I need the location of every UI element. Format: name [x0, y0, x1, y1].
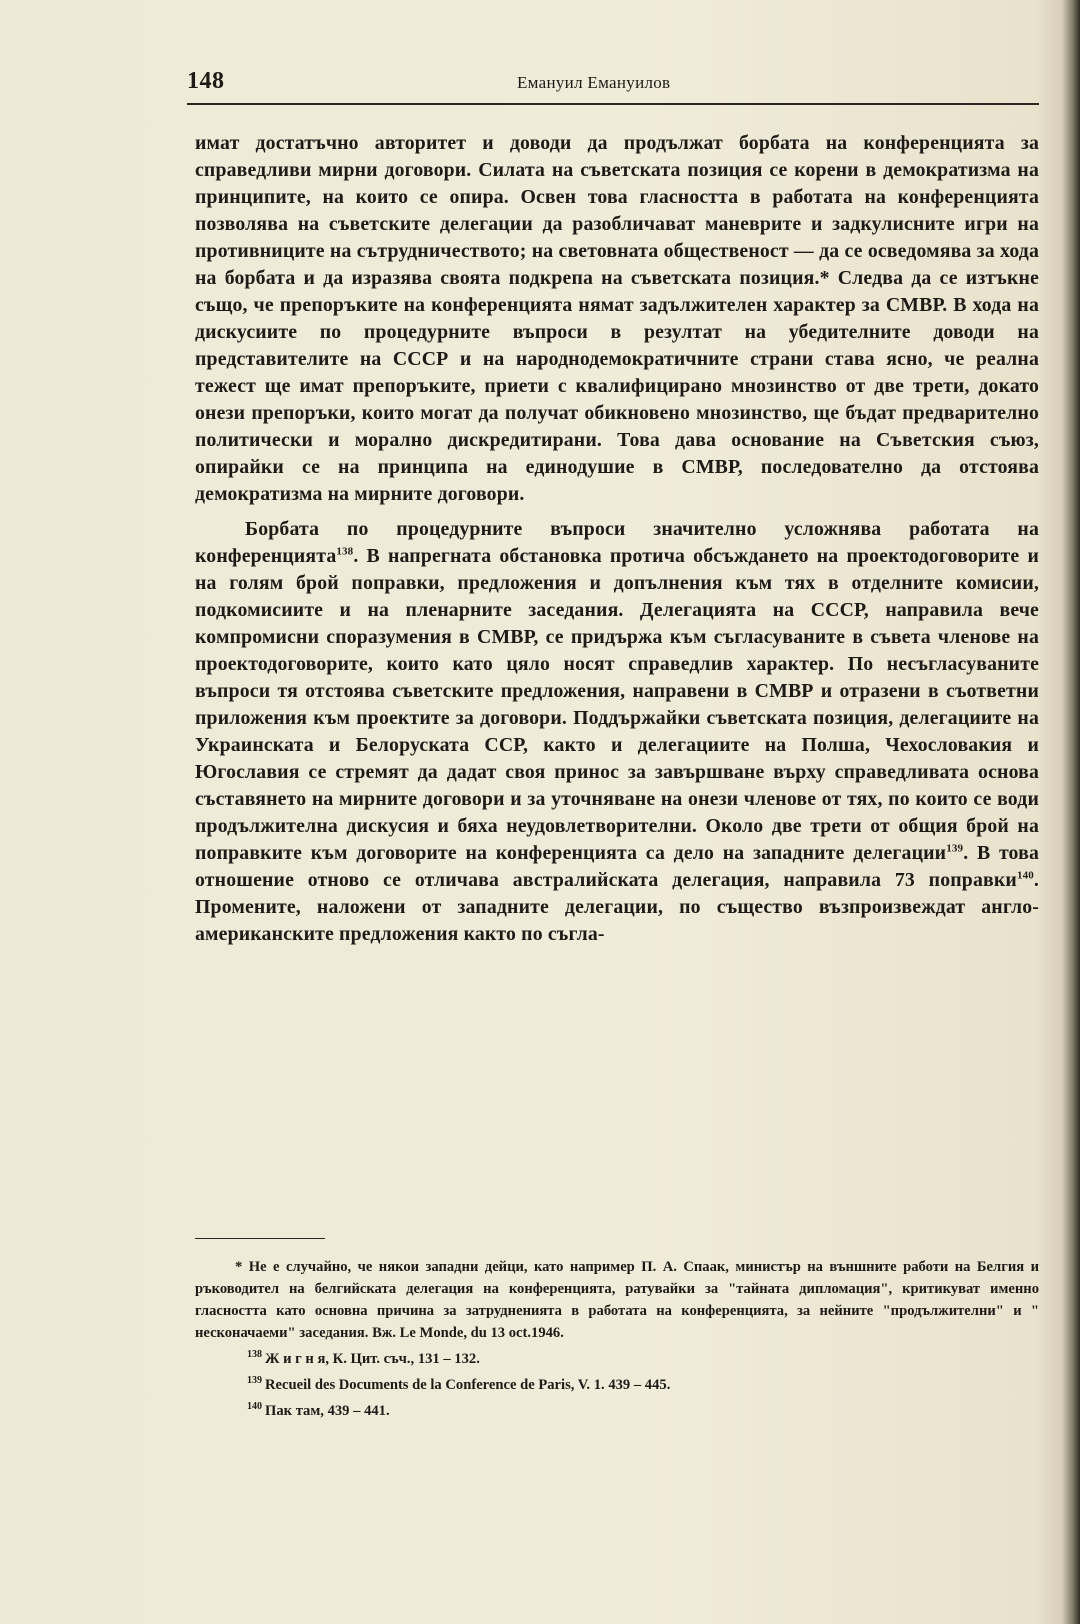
header-rule: [187, 103, 1039, 105]
footnote-139-text: Recueil des Documents de la Conference de Paris, V. 1. 439 – 445.: [265, 1377, 671, 1393]
footnote-139: [195, 1374, 1039, 1396]
footnote-139-number: 139: [247, 1375, 262, 1387]
page-header: [187, 68, 1039, 104]
footnote-star: * Не е случайно, че някои западни дейци, като например П. А. Спаак, министър на външните работи на Белгия и ръководител на белгийската делегация на конференцията, ратувайки за "тайната дипломация", критикуват именно гласността като основна причина за затрудненията в работата на конференцията, за нейните "продължителни" и " несконачаеми" заседания. Вж. Le Monde, du 13 oct.1946.: [195, 1259, 1039, 1341]
footnote-138-number: 138: [247, 1349, 262, 1361]
footnote-marker-140: 140: [1016, 869, 1034, 882]
footnote-138-text: Ж и г н я, К. Цит. съч., 131 – 132.: [265, 1351, 480, 1367]
paragraph-2-part-3: . В това отношение отново се отличава австралийската делегация, направила 73 поправки: [195, 842, 1039, 891]
page-number: 148: [187, 68, 225, 94]
footnote-marker-139: 139: [946, 842, 964, 855]
footnote-marker-138: 138: [336, 545, 354, 558]
paragraph-2-part-2: . В напрегната обстановка протича обсъждането на проектодоговорите и на голям брой поправки, предложения и допълнения към тях в отделните комисии, подкомисиите и на пленарните заседания. Делегацията на СССР, направила вече компромисни споразумения в СМВР, се придържа към съгласуваните в съвета членове на проектодоговорите, които като цяло носят справедлив характер. По несъгласуваните въпроси тя отстоява съветските предложения, направени в СМВР и отразени в съответни приложения към проектите за договори. Поддържайки съветската позиция, делегациите на Украинската и Белоруската ССР, както и делегациите на Полша, Чехословакия и Югославия се стремят да дадат своя принос за завършване върху справедливата основа съставянето на мирните договори и за уточняване на онези членове от тях, по които се води продължителна дискусия и бяха неудовлетворителни. Около две трети от общия брой на поправките към договорите на конференцията са дело на западните делегации: [195, 545, 1039, 864]
footnote-138: [195, 1348, 1039, 1370]
paragraph-2-part-4: . Промените, наложени от западните делегации, по същество възпроизвеждат англо-американските предложения както по съгла-: [195, 869, 1039, 945]
paragraph-2-part-1: Борбата по процедурните въпроси значително усложнява работата на конференцията: [195, 518, 1039, 567]
footnotes: [195, 1256, 1039, 1422]
footnote-140: [195, 1400, 1039, 1422]
running-head: Емануил Емануилов: [517, 73, 671, 92]
paragraph-1: имат достатъчно авторитет и доводи да продължат борбата на конференцията за справедливи мирни договори. Силата на съветската позиция се корени в демократизма на принципите, на които се опира. Освен това гласността в работата на конференцията позволява на съветските делегации да разобличават маневрите и задкулисните игри на противниците на сътрудничеството; на световната общественост — да се осведомява за хода на борбата и да изразява своята подкрепа на съветската позиция.* Следва да се изтъкне също, че препоръките на конференцията нямат задължителен характер за СМВР. В хода на дискусиите по процедурните въпроси в резултат на убедителните доводи на представителите на СССР и на народнодемократичните страни става ясно, че реална тежест ще имат препоръките, приети с квалифицирано мнозинство от две трети, докато онези препоръки, които могат да получат обикновено мнозинство, ще бъдат предварително политически и морално дискредитирани. Това дава основание на Съветския съюз, опирайки се на принципа на единодушие в СМВР, последователно да отстоява демократизма на мирните договори.: [195, 132, 1039, 505]
footnote-rule: [195, 1238, 325, 1239]
footnote-140-text: Пак там, 439 – 441.: [265, 1403, 390, 1419]
book-gutter-shadow: [1062, 0, 1080, 1624]
paragraph-2: [195, 516, 1039, 948]
main-text: [195, 130, 1039, 948]
footnote-140-number: 140: [247, 1401, 262, 1413]
